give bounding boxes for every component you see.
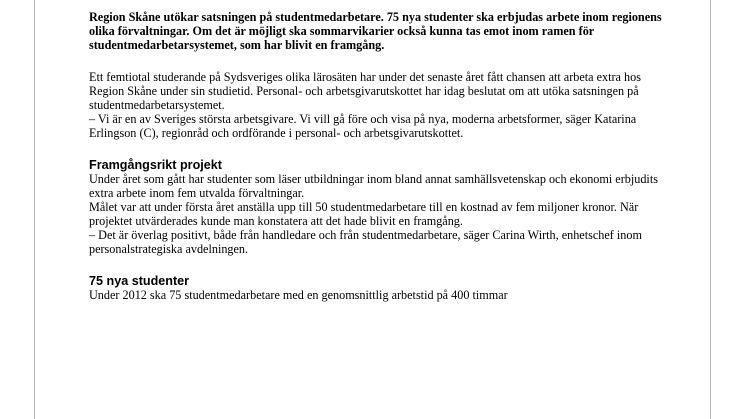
- page-border-left: [34, 0, 35, 419]
- section-framgangsrikt: [89, 158, 664, 256]
- section1-paragraph-2: Målet var att under första året anställa upp till 50 studentmedarbetare till en kostnad av fem miljoner kronor. När projektet utvärderades kunde man konstatera att det hade blivit en framgång.: [89, 200, 639, 228]
- intro-block: [89, 70, 664, 140]
- intro-quote: – Vi är en av Sveriges största arbetsgivare. Vi vill gå före och visa på nya, moderna arbetsformer, säger Katarina Erlingson (C), regionråd och ordförande i personal- och arbetsgivarutskottet.: [89, 112, 637, 140]
- intro-paragraph-1: Ett femtiotal studerande på Sydsveriges olika lärosäten har under det senaste året fått chansen att arbeta extra hos Region Skåne under sin studietid. Personal- och arbetsgivarutskottet har idag beslutat om att utöka satsningen på studentmedarbetarsystemet.: [89, 70, 641, 112]
- lead-paragraph: Region Skåne utökar satsningen på studentmedarbetare. 75 nya studenter ska erbjudas arbete inom regionens olika förvaltningar. Om det är möjligt ska sommarvikarier också kunna tas emot inom ramen för studentmedarbetarsystemet, som har blivit en framgång.: [89, 10, 662, 52]
- section-nya-studenter: [89, 274, 664, 302]
- article-body: [89, 10, 664, 320]
- section2-paragraph-1: Under 2012 ska 75 studentmedarbetare med en genomsnittlig arbetstid på 400 timmar: [89, 288, 508, 302]
- section1-quote: – Det är överlag positivt, både från handledare och från studentmedarbetare, säger Carina Wirth, enhetschef inom personalstrategiska avdelningen.: [89, 228, 642, 256]
- section1-paragraph-1: Under året som gått har studenter som läser utbildningar inom bland annat samhällsvetenskap och ekonomi erbjudits extra arbete inom fem utvalda förvaltningar.: [89, 172, 658, 200]
- section-heading-1: Framgångsrikt projekt: [89, 158, 222, 172]
- section-heading-2: 75 nya studenter: [89, 274, 190, 288]
- page-border-right: [710, 0, 711, 419]
